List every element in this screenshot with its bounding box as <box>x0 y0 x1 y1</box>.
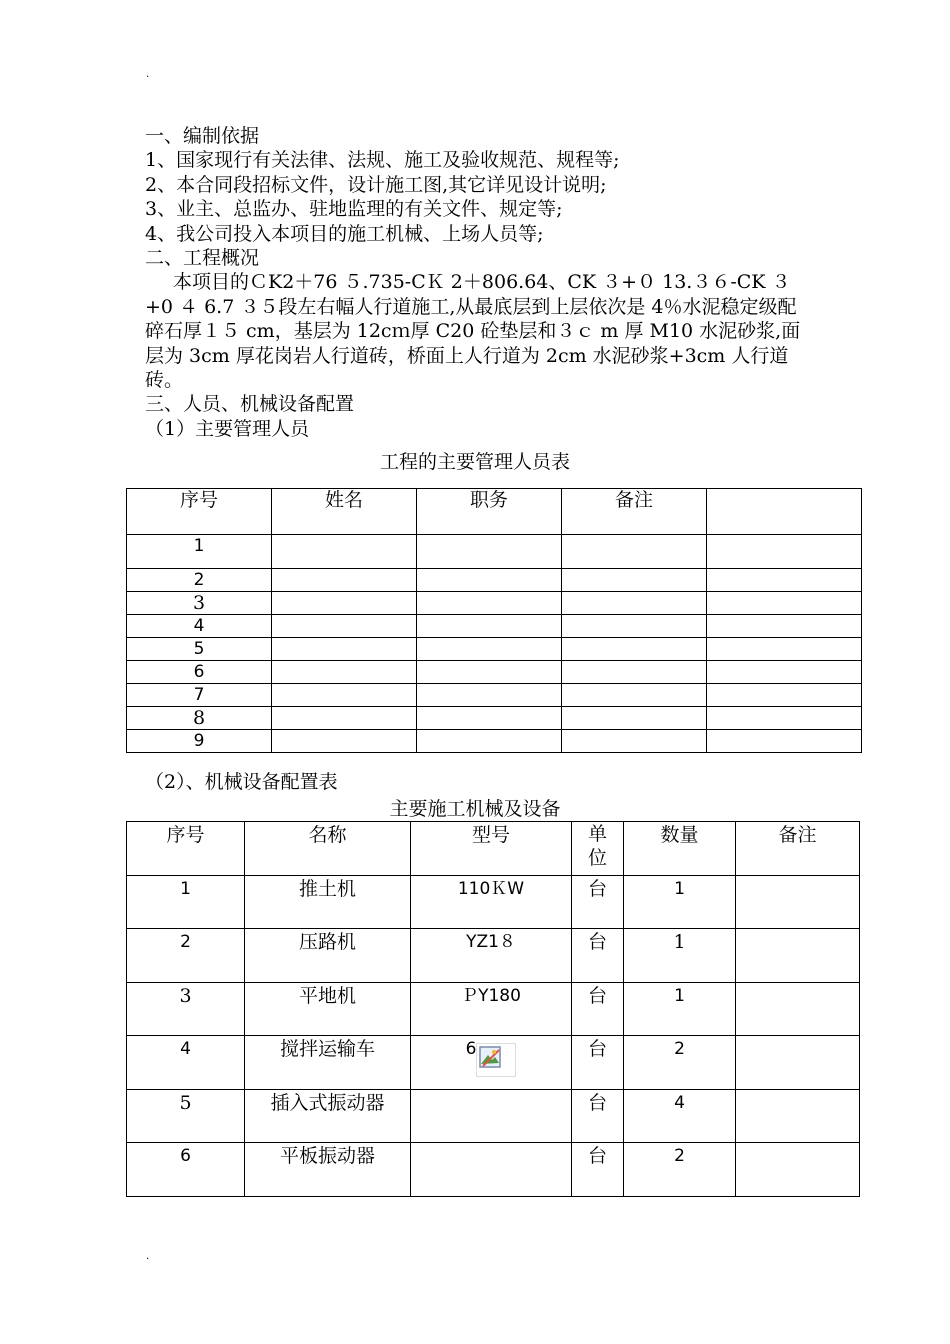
row-number: 2 <box>127 929 245 983</box>
header-cell: 单位 <box>572 822 624 876</box>
row-number: 2 <box>127 569 272 592</box>
heading-staffing: 三、人员、机械设备配置 <box>145 393 355 416</box>
table-row <box>127 983 860 1036</box>
cell <box>417 707 562 730</box>
table-row <box>127 661 862 684</box>
broken-image-icon <box>476 1043 516 1077</box>
table-row <box>127 707 862 730</box>
header-cell: 序号 <box>127 489 272 535</box>
table-row <box>127 592 862 615</box>
basis-item-1: 1、国家现行有关法律、法规、施工及验收规范、规程等; <box>145 149 620 172</box>
header-cell <box>707 489 862 535</box>
broken-image-glyph <box>479 1046 501 1068</box>
document-body <box>145 124 815 441</box>
equipment-quantity: 1 <box>624 876 736 929</box>
equipment-remark <box>736 1090 860 1143</box>
equipment-model: YZ1８ <box>411 929 572 983</box>
equipment-name: 搅拌运输车 <box>245 1036 411 1090</box>
cell <box>272 615 417 638</box>
equipment-quantity: 2 <box>624 1036 736 1090</box>
equipment-unit: 台 <box>572 876 624 929</box>
table-row <box>127 684 862 707</box>
equipment-model <box>411 1036 572 1090</box>
table-row <box>127 569 862 592</box>
staff-table-title: 工程的主要管理人员表 <box>379 451 570 473</box>
cell <box>707 707 862 730</box>
overview-paragraph: 本项目的ＣK2＋76 ５.735-CＫ 2＋806.64、CK ３+０ 13.３６-CK ３+0 ４ 6.7 ３５段左右幅人行道施工,从最底层到上层依次是 4％水泥稳定级配碎石厚１５ cm，基层为 12cｍ厚 C20 砼垫层和３ｃ m 厚 M10 水泥砂浆,面层为 3cm 厚花岗岩人行道砖，桥面上人行道为 2cm 水泥砂浆+3cm 人行道砖。 <box>145 271 801 392</box>
cell <box>417 684 562 707</box>
table-row <box>127 929 860 983</box>
cell <box>562 615 707 638</box>
row-number: 1 <box>127 535 272 569</box>
row-number: 3 <box>127 983 245 1036</box>
cell <box>272 684 417 707</box>
cell <box>707 615 862 638</box>
basis-item-4: 4、我公司投入本项目的施工机械、上场人员等; <box>145 222 544 245</box>
cell <box>707 730 862 753</box>
cell <box>417 615 562 638</box>
cell <box>417 569 562 592</box>
cell <box>562 661 707 684</box>
row-number: 4 <box>127 1036 245 1090</box>
equipment-remark <box>736 983 860 1036</box>
header-cell: 备注 <box>736 822 860 876</box>
heading-overview: 二、工程概况 <box>145 247 260 270</box>
cell <box>562 569 707 592</box>
equipment-table <box>126 821 860 1197</box>
equipment-quantity: 2 <box>624 1143 736 1197</box>
header-cell: 姓名 <box>272 489 417 535</box>
cell <box>272 535 417 569</box>
cell <box>272 730 417 753</box>
table-row <box>127 1143 860 1197</box>
header-cell: 型号 <box>411 822 572 876</box>
table-row <box>127 730 862 753</box>
heading-basis: 一、编制依据 <box>145 125 260 147</box>
subheading-management: （1）主要管理人员 <box>145 417 310 440</box>
table-row <box>127 615 862 638</box>
cell <box>707 638 862 661</box>
row-number: 1 <box>127 876 245 929</box>
equipment-name: 平板振动器 <box>245 1143 411 1197</box>
equipment-model-text: 6 <box>465 1039 477 1059</box>
equipment-unit: 台 <box>572 1036 624 1090</box>
basis-item-3: 3、业主、总监办、驻地监理的有关文件、规定等; <box>145 198 563 221</box>
staff-table <box>126 488 862 753</box>
cell <box>272 638 417 661</box>
cell <box>417 638 562 661</box>
cell <box>417 730 562 753</box>
row-number: 5 <box>127 1090 245 1143</box>
table-row <box>127 535 862 569</box>
cell <box>562 535 707 569</box>
equipment-name: 压路机 <box>245 929 411 983</box>
equipment-unit: 台 <box>572 1143 624 1197</box>
header-cell: 职务 <box>417 489 562 535</box>
cell <box>417 535 562 569</box>
header-cell: 序号 <box>127 822 245 876</box>
equipment-name: 平地机 <box>245 983 411 1036</box>
equipment-model: 110ＫW <box>411 876 572 929</box>
cell <box>272 592 417 615</box>
cell <box>562 730 707 753</box>
cell <box>707 569 862 592</box>
row-number: 6 <box>127 1143 245 1197</box>
equipment-remark <box>736 929 860 983</box>
basis-item-2: 2、本合同段招标文件，设计施工图,其它详见设计说明; <box>145 173 607 196</box>
cell <box>562 684 707 707</box>
cell <box>272 707 417 730</box>
cell <box>707 592 862 615</box>
equipment-table-title: 主要施工机械及设备 <box>389 798 561 820</box>
equipment-unit: 台 <box>572 983 624 1036</box>
row-number: 5 <box>127 638 272 661</box>
header-cell: 数量 <box>624 822 736 876</box>
equipment-remark <box>736 1036 860 1090</box>
equipment-name: 插入式振动器 <box>245 1090 411 1143</box>
page-mark-bottom: . <box>146 1251 150 1262</box>
cell <box>562 707 707 730</box>
row-number: 3 <box>127 592 272 615</box>
table-row <box>127 1090 860 1143</box>
header-cell: 备注 <box>562 489 707 535</box>
cell <box>707 661 862 684</box>
header-cell: 名称 <box>245 822 411 876</box>
equipment-model: ＰY180 <box>411 983 572 1036</box>
equipment-unit: 台 <box>572 929 624 983</box>
equipment-unit: 台 <box>572 1090 624 1143</box>
page-mark-top: . <box>146 69 150 80</box>
cell <box>272 661 417 684</box>
equipment-model <box>411 1090 572 1143</box>
staff-table-header <box>127 489 862 535</box>
row-number: 8 <box>127 707 272 730</box>
table-row <box>127 876 860 929</box>
cell <box>707 684 862 707</box>
equipment-section-heading: （2）、机械设备配置表 <box>145 771 338 793</box>
equipment-quantity: 4 <box>624 1090 736 1143</box>
cell <box>707 535 862 569</box>
equipment-table-header <box>127 822 860 876</box>
cell <box>272 569 417 592</box>
equipment-quantity: 1 <box>624 983 736 1036</box>
cell <box>417 661 562 684</box>
row-number: 4 <box>127 615 272 638</box>
equipment-remark <box>736 1143 860 1197</box>
row-number: 7 <box>127 684 272 707</box>
row-number: 9 <box>127 730 272 753</box>
cell <box>417 592 562 615</box>
table-row <box>127 638 862 661</box>
cell <box>562 592 707 615</box>
table-row <box>127 1036 860 1090</box>
row-number: 6 <box>127 661 272 684</box>
equipment-name: 推土机 <box>245 876 411 929</box>
equipment-remark <box>736 876 860 929</box>
equipment-model <box>411 1143 572 1197</box>
cell <box>562 638 707 661</box>
equipment-quantity: 1 <box>624 929 736 983</box>
